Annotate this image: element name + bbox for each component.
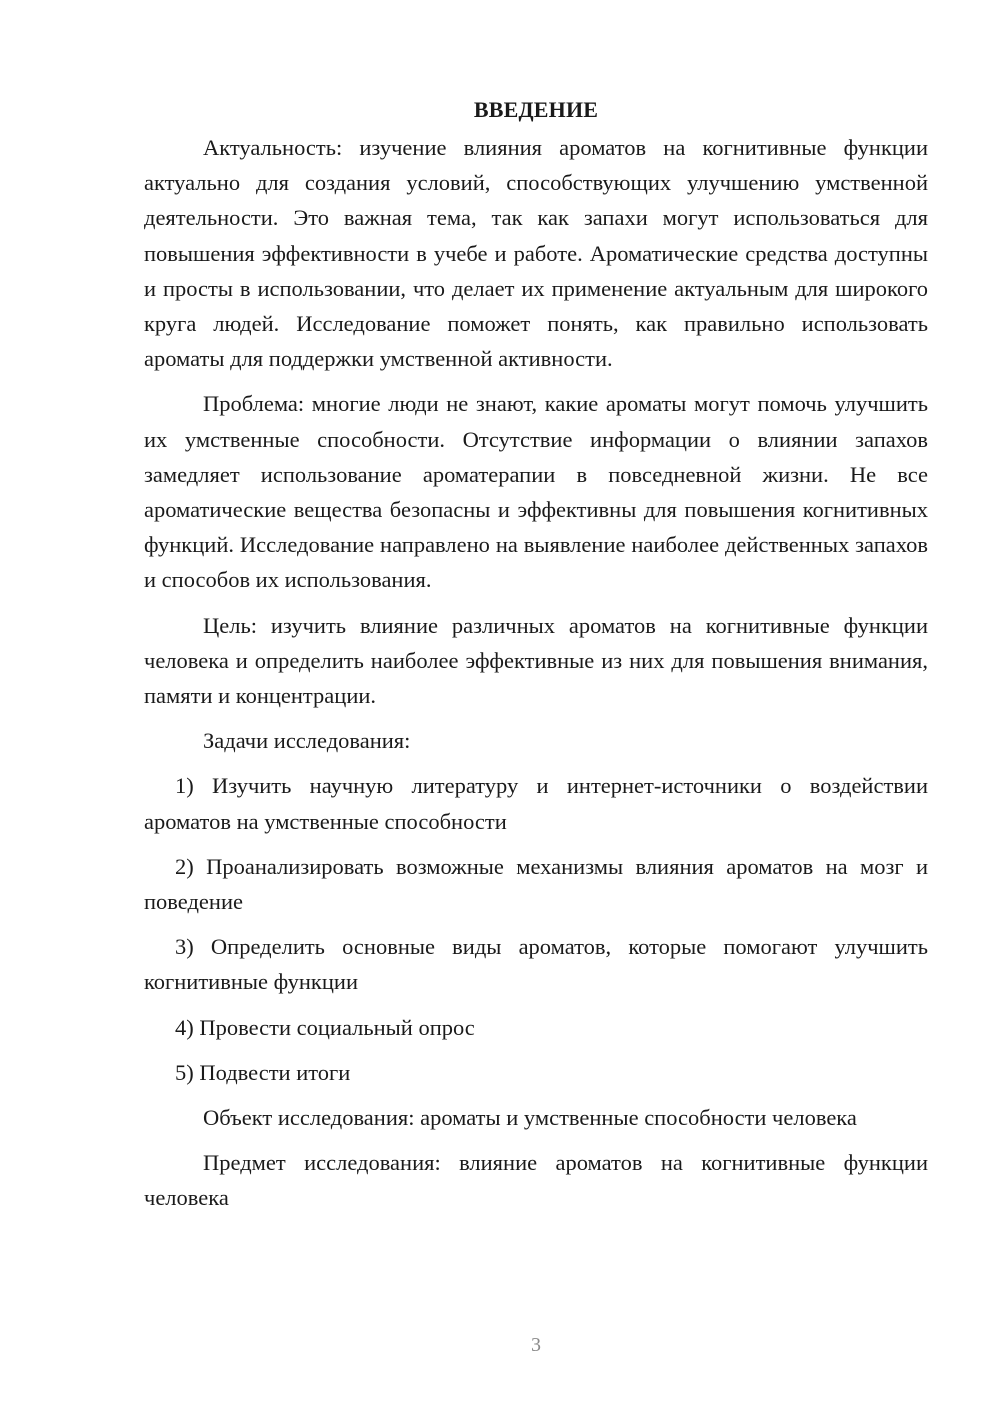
tasks-heading: Задачи исследования:	[203, 728, 411, 754]
task-item-1: 1) Изучить научную литературу и интернет-источники о воздействии ароматов на умственные способности	[144, 773, 928, 834]
task-item-3: 3) Определить основные виды ароматов, которые помогают улучшить когнитивные функции	[144, 934, 928, 995]
relevance-paragraph: Актуальность: изучение влияния ароматов на когнитивные функции актуально для создания условий, способствующих улучшению умственной деятельности. Это важная тема, так как запахи могут использоваться для повышения эффективности в учебе и работе. Ароматические средства доступны и просты в использовании, что делает их применение актуальным для широкого круга людей. Исследование поможет понять, как правильно использовать ароматы для поддержки умственной активности.	[144, 135, 928, 372]
research-object: Объект исследования: ароматы и умственные способности человека	[203, 1105, 857, 1131]
task-item-2: 2) Проанализировать возможные механизмы влияния ароматов на мозг и поведение	[144, 853, 928, 915]
page-title: ВВЕДЕНИЕ	[473, 97, 599, 122]
page-number: 3	[531, 1334, 541, 1356]
research-subject: Предмет исследования: влияние ароматов на когнитивные функции человека	[144, 1150, 928, 1211]
problem-paragraph: Проблема: многие люди не знают, какие ароматы могут помочь улучшить их умственные способности. Отсутствие информации о влиянии запахов замедляет использование ароматерапии в повседневной жизни. Не все ароматические вещества безопасны и эффективны для повышения когнитивных функций. Исследование направлено на выявление наиболее действенных запахов и способов их использования.	[144, 391, 928, 593]
task-item-5: 5) Подвести итоги	[175, 1059, 351, 1085]
goal-paragraph: Цель: изучить влияние различных ароматов на когнитивные функции человека и определить наиболее эффективные из них для повышения внимания, памяти и концентрации.	[144, 612, 928, 709]
document-body	[144, 92, 928, 1226]
task-item-4: 4) Провести социальный опрос	[175, 1014, 475, 1040]
